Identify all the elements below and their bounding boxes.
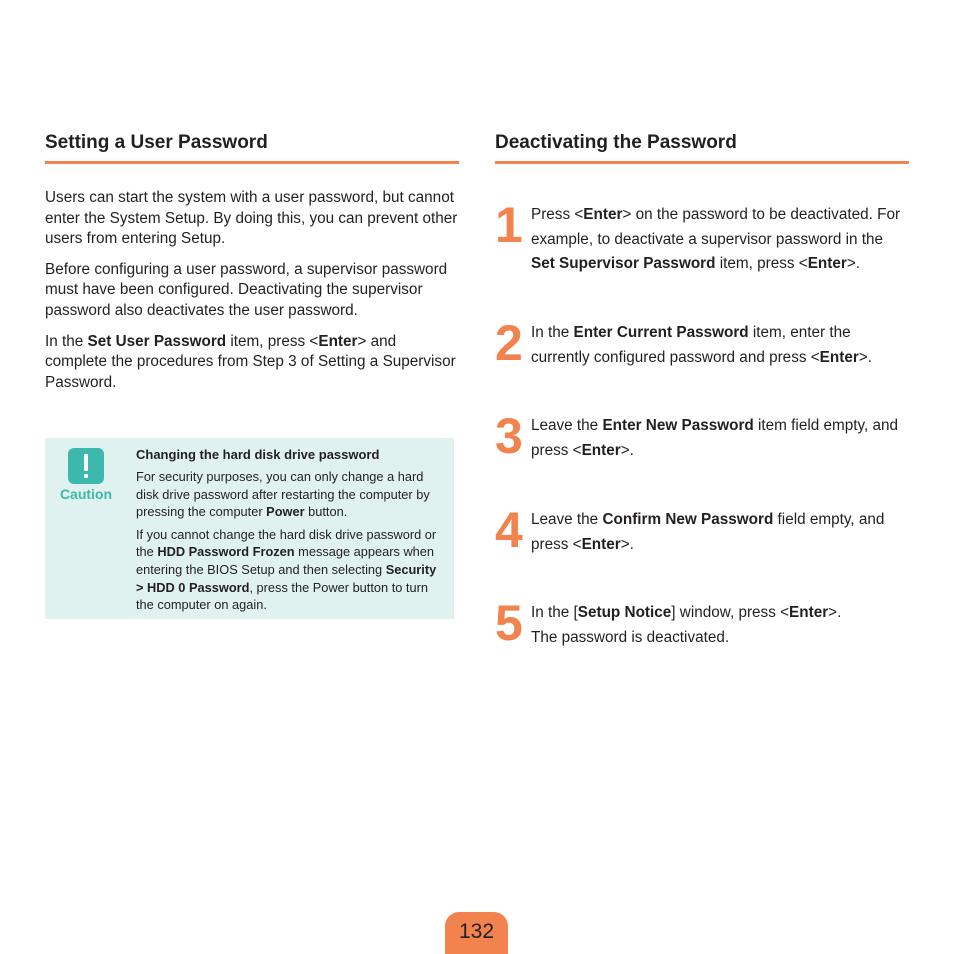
left-body: [45, 188, 459, 403]
step-number: 5: [495, 595, 523, 651]
caution-paragraph: For security purposes, you can only change a hard disk drive password after restarting the computer by pressing the computer Power button.: [136, 469, 430, 520]
paragraph: Before configuring a user password, a supervisor password must have been configured. Deactivating the supervisor password also deactivates the user password.: [45, 260, 448, 319]
paragraph: In the Set User Password item, press <Enter> and complete the procedures from Step 3 of Setting a Supervisor Password.: [45, 332, 456, 391]
caution-title: Changing the hard disk drive password: [136, 447, 380, 462]
caution-text: [136, 446, 446, 619]
step-number: 4: [495, 502, 523, 558]
caution-paragraph: If you cannot change the hard disk drive password or the HDD Password Frozen message appears when entering the BIOS Setup and then selecting Security > HDD 0 Password, press the Power button to turn the computer on again.: [136, 526, 437, 613]
step-number: 3: [495, 408, 523, 464]
step-text: In the Enter Current Password item, enter the currently configured password and press <Enter>.: [531, 324, 872, 366]
step-number: 2: [495, 315, 523, 371]
paragraph: Users can start the system with a user password, but cannot enter the System Setup. By doing this, you can prevent other users from entering Setup.: [45, 189, 458, 248]
step-text: Press <Enter> on the password to be deactivated. For example, to deactivate a supervisor password in the Set Supervisor Password item, press <Enter>.: [531, 206, 901, 273]
caution-box: [45, 438, 454, 619]
step-text: Leave the Confirm New Password field empty, and press <Enter>.: [531, 511, 885, 553]
caution-label: Caution: [59, 486, 113, 502]
page-number: 132: [458, 920, 495, 943]
step-number: 1: [495, 197, 523, 253]
section-title-deactivating: Deactivating the Password: [495, 131, 909, 164]
step-text: In the [Setup Notice] window, press <Enter>. The password is deactivated.: [531, 604, 842, 646]
caution-exclamation-icon: [68, 448, 104, 484]
section-title-user-password: Setting a User Password: [45, 131, 459, 164]
step-text: Leave the Enter New Password item field empty, and press <Enter>.: [531, 417, 899, 459]
page-number-badge: [445, 912, 508, 954]
